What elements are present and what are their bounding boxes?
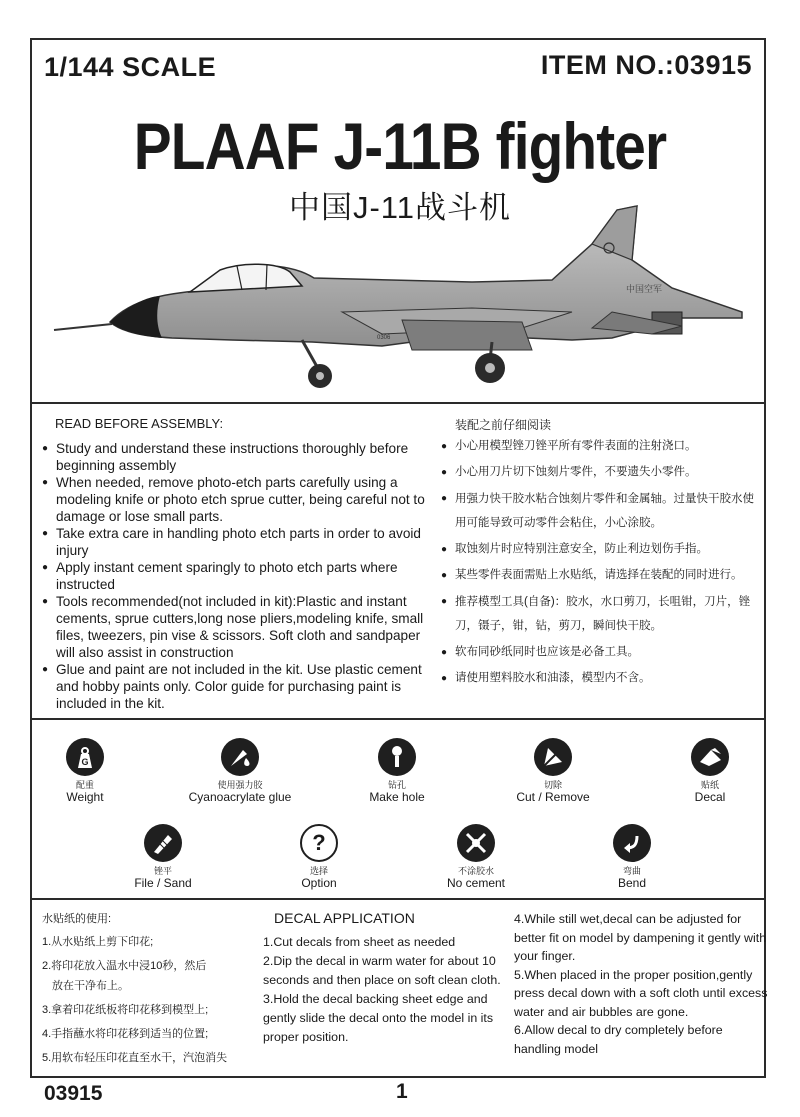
list-item: ● 小心用刀片切下蚀刻片零件，不要遗失小零件。 — [440, 466, 765, 479]
symbol-label: Cyanoacrylate glue — [188, 790, 292, 804]
list-item: ● When needed, remove photo-etch parts carefully using a modeling knife or photo etch sprue cutter, being careful not to damage or lose small parts. — [40, 474, 435, 525]
symbol-bend — [572, 824, 692, 890]
list-item: 放在干净布上。 — [52, 980, 129, 992]
read-before-heading: READ BEFORE ASSEMBLY: — [55, 416, 224, 431]
list-item: ● 推荐模型工具(自备)：胶水，水口剪刀，长咀钳，刀片，锉刀，镊子，钳，钻，剪刀，瞬间快干胶。 — [440, 590, 765, 638]
cut-icon — [534, 738, 572, 776]
symbol-decal — [650, 738, 770, 804]
serial-number: 0306 — [377, 335, 391, 341]
symbol-glue — [180, 738, 300, 804]
list-item: ● 请使用塑料胶水和油漆，模型内不含。 — [440, 672, 765, 685]
list-item: ● Tools recommended(not included in kit):Plastic and instant cements, sprue cutters,long nose pliers,modeling knife, small files, tweezers, pin vise & scissors. Soft cloth and sandpaper will also assist in construction — [40, 593, 435, 661]
symbol-weight — [25, 738, 145, 804]
divider — [30, 898, 766, 900]
symbol-label: Weight — [66, 790, 104, 804]
drill-icon — [378, 738, 416, 776]
option-badge: ? — [312, 830, 326, 855]
list-item: ● Glue and paint are not included in the kit. Use plastic cement and hobby paints only. Color guide for purchasing paint is included in the kit. — [40, 661, 435, 712]
decal-steps-left — [263, 933, 513, 1047]
list-item: ● 某些零件表面需贴上水贴纸，请选择在装配的同时进行。 — [440, 569, 765, 582]
symbol-label: Option — [301, 876, 337, 890]
symbol-label: No cement — [446, 876, 506, 890]
read-before-list — [40, 440, 435, 712]
read-before-heading-cn: 装配之前仔细阅读 — [455, 418, 552, 432]
list-item: 4.While still wet,decal can be adjusted for better fit on model by dampening it gently with your finger. — [514, 912, 767, 963]
option-icon — [300, 824, 338, 862]
bend-icon — [613, 824, 651, 862]
tail-marking: 中国空军 — [626, 284, 663, 294]
list-item: ● 小心用模型锉刀锉平所有零件表面的注射浇口。 — [440, 440, 765, 453]
divider — [30, 718, 766, 720]
read-before-list-cn — [440, 440, 765, 685]
list-item: 3.拿着印花纸板将印花移到模型上; — [42, 1004, 209, 1016]
symbol-label-cn: 弯曲 — [622, 866, 641, 876]
symbol-label-cn: 选择 — [309, 866, 328, 876]
list-item: 5.用软布轻压印花直至水干，汽泡消失 — [42, 1052, 228, 1064]
scale-label: 1/144 SCALE — [44, 52, 217, 82]
symbol-option — [259, 824, 379, 890]
decal-icon — [691, 738, 729, 776]
symbol-label-cn: 使用强力胶 — [217, 780, 263, 790]
symbol-label-cn: 切除 — [543, 780, 562, 790]
symbol-drill — [337, 738, 457, 804]
symbol-label: Bend — [617, 876, 647, 890]
list-item: 2.将印花放入温水中浸10秒，然后 — [42, 960, 207, 972]
symbol-label: Decal — [694, 790, 726, 804]
symbol-label: Cut / Remove — [516, 790, 590, 804]
file-icon — [144, 824, 182, 862]
list-item: ● Take extra care in handling photo etch parts in order to avoid injury — [40, 525, 435, 559]
item-number: ITEM NO.:03915 — [540, 50, 752, 80]
list-item: ● 取蚀刻片时应特别注意安全，防止利边划伤手指。 — [440, 543, 765, 556]
list-item: 1.Cut decals from sheet as needed — [263, 935, 456, 949]
symbol-cut — [493, 738, 613, 804]
list-item: 5.When placed in the proper position,gently press decal down with a soft cloth until excess water and air bubbles are gone. — [514, 967, 768, 1019]
glue-drop-icon — [221, 738, 259, 776]
list-item: 2.Dip the decal in warm water for about 10 seconds and then place on soft clean cloth. — [263, 954, 501, 987]
list-item: 3.Hold the decal backing sheet edge and gently slide the decal onto the model in its proper position. — [263, 992, 494, 1044]
symbol-label-cn: 钻孔 — [387, 780, 406, 790]
page-subtitle-cn: 中国J-11战斗机 — [288, 190, 511, 225]
decal-application-cn — [42, 910, 257, 1065]
symbol-label-cn: 贴纸 — [700, 780, 719, 790]
symbol-label: File / Sand — [134, 876, 192, 890]
symbol-label-cn: 配重 — [75, 780, 94, 790]
list-item: 4.手指蘸水将印花移到适当的位置; — [42, 1028, 209, 1040]
decal-steps-right — [514, 910, 769, 1058]
footer-item-number: 03915 — [44, 1082, 103, 1105]
symbol-label-cn: 不涂胶水 — [457, 866, 494, 876]
aircraft-illustration — [52, 200, 752, 395]
list-item: 1.从水贴纸上剪下印花; — [42, 936, 154, 948]
symbol-label: Make hole — [369, 790, 425, 804]
divider — [30, 402, 766, 404]
decal-heading-cn: 水贴纸的使用: — [42, 913, 112, 925]
list-item: ● 用强力快干胶水粘合蚀刻片零件和金属轴。过量快干胶水使用可能导致可动零件会粘住，小心涂胶。 — [440, 487, 765, 535]
list-item: ● 软布同砂纸同时也应该是必备工具。 — [440, 646, 765, 659]
page-number: 1 — [396, 1080, 408, 1103]
list-item: ● Apply instant cement sparingly to photo etch parts where instructed — [40, 559, 435, 593]
decal-heading: DECAL APPLICATION — [274, 910, 415, 926]
page-title: PLAAF J-11B fighter — [133, 109, 667, 183]
no-cement-icon — [457, 824, 495, 862]
list-item: ● Study and understand these instructions thoroughly before beginning assembly — [40, 440, 435, 474]
symbol-no-cement — [416, 824, 536, 890]
list-item: 6.Allow decal to dry completely before handling model — [514, 1023, 723, 1056]
weight-icon — [66, 738, 104, 776]
symbol-label-cn: 锉平 — [153, 866, 172, 876]
symbol-file — [103, 824, 223, 890]
weight-badge: G — [81, 757, 89, 767]
